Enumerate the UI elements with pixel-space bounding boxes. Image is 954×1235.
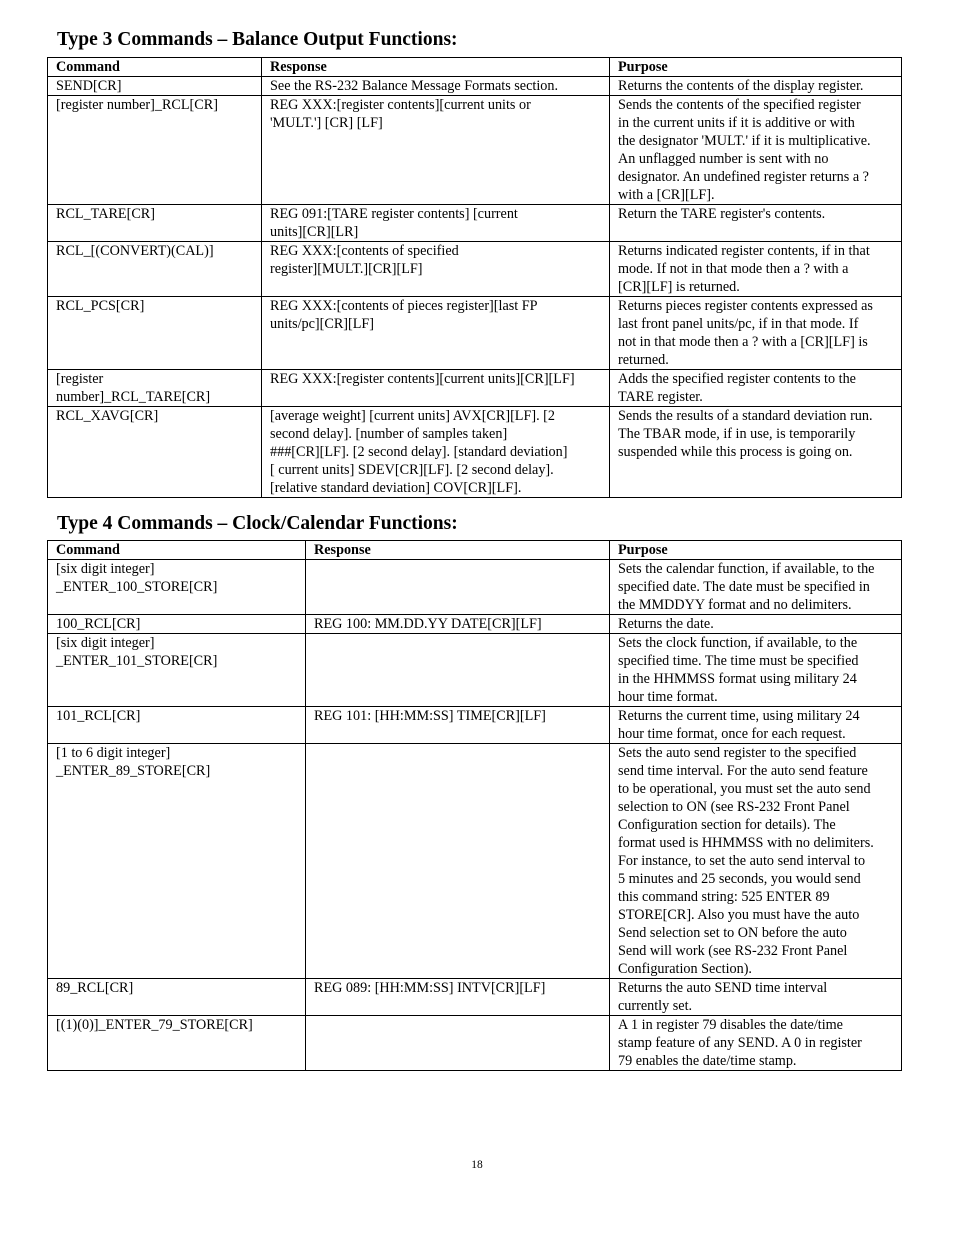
purpose-cell: Sends the results of a standard deviation run. The TBAR mode, if in use, is temporarily suspended while this process is going on. bbox=[610, 407, 902, 498]
response-cell: REG XXX:[contents of pieces register][last FP units/pc][CR][LF] bbox=[262, 297, 610, 370]
response-cell: REG XXX:[register contents][current units or 'MULT.'] [CR] [LF] bbox=[262, 96, 610, 205]
column-header-response: Response bbox=[262, 58, 610, 77]
response-cell: REG 089: [HH:MM:SS] INTV[CR][LF] bbox=[306, 979, 610, 1016]
command-cell: 89_RCL[CR] bbox=[48, 979, 306, 1016]
page-number: 18 bbox=[471, 1159, 483, 1171]
table-row bbox=[48, 1016, 902, 1071]
purpose-cell: Returns the date. bbox=[610, 615, 902, 634]
command-cell: [register number]_RCL_TARE[CR] bbox=[48, 370, 262, 407]
command-cell: [1 to 6 digit integer] _ENTER_89_STORE[CR] bbox=[48, 744, 306, 979]
purpose-cell: Returns pieces register contents expressed as last front panel units/pc, if in that mode. If not in that mode then a ? with a [CR][LF] is returned. bbox=[610, 297, 902, 370]
purpose-cell: A 1 in register 79 disables the date/time stamp feature of any SEND. A 0 in register 79 enables the date/time stamp. bbox=[610, 1016, 902, 1071]
column-header-command: Command bbox=[48, 541, 306, 560]
column-header-response: Response bbox=[306, 541, 610, 560]
response-cell bbox=[306, 560, 610, 615]
response-cell: REG 101: [HH:MM:SS] TIME[CR][LF] bbox=[306, 707, 610, 744]
table-row bbox=[48, 560, 902, 615]
table-row bbox=[48, 96, 902, 205]
type4-commands-table bbox=[47, 540, 902, 1071]
purpose-cell: Sends the contents of the specified register in the current units if it is additive or with the designator 'MULT.' if it is multiplicative. An unflagged number is sent with no designator. An undefined register returns a ? with a [CR][LF]. bbox=[610, 96, 902, 205]
column-header-purpose: Purpose bbox=[610, 541, 902, 560]
response-cell: [average weight] [current units] AVX[CR][LF]. [2 second delay]. [number of samples taken] ###[CR][LF]. [2 second delay]. [standard deviation] [ current units] SDEV[CR][LF]. [2 second delay]. [relative standard deviation] COV[CR][LF]. bbox=[262, 407, 610, 498]
column-header-purpose: Purpose bbox=[610, 58, 902, 77]
purpose-cell: Sets the auto send register to the specified send time interval. For the auto send feature to be operational, you must set the auto send selection to ON (see RS-232 Front Panel Configuration section for details). The format used is HHMMSS with no delimiters. For instance, to set the auto send interval to 5 minutes and 25 seconds, you would send this command string: 525 ENTER 89 STORE[CR]. Also you must have the auto Send selection set to ON before the auto Send will work (see RS-232 Front Panel Configuration Section). bbox=[610, 744, 902, 979]
table-row bbox=[48, 370, 902, 407]
command-cell: [six digit integer] _ENTER_101_STORE[CR] bbox=[48, 634, 306, 707]
purpose-cell: Sets the clock function, if available, to the specified time. The time must be specified in the HHMMSS format using military 24 hour time format. bbox=[610, 634, 902, 707]
response-cell bbox=[306, 1016, 610, 1071]
command-cell: [register number]_RCL[CR] bbox=[48, 96, 262, 205]
table-row bbox=[48, 979, 902, 1016]
response-cell: REG XXX:[register contents][current units][CR][LF] bbox=[262, 370, 610, 407]
table-row bbox=[48, 634, 902, 707]
command-cell: [six digit integer] _ENTER_100_STORE[CR] bbox=[48, 560, 306, 615]
command-cell: RCL_TARE[CR] bbox=[48, 205, 262, 242]
purpose-cell: Return the TARE register's contents. bbox=[610, 205, 902, 242]
type4-section-title: Type 4 Commands – Clock/Calendar Functions: bbox=[57, 513, 458, 534]
purpose-cell: Returns the auto SEND time interval currently set. bbox=[610, 979, 902, 1016]
response-cell: See the RS-232 Balance Message Formats section. bbox=[262, 77, 610, 96]
table-header-row bbox=[48, 58, 902, 77]
purpose-cell: Adds the specified register contents to the TARE register. bbox=[610, 370, 902, 407]
type3-section-title: Type 3 Commands – Balance Output Functions: bbox=[57, 29, 458, 50]
response-cell bbox=[306, 744, 610, 979]
purpose-cell: Sets the calendar function, if available, to the specified date. The date must be specified in the MMDDYY format and no delimiters. bbox=[610, 560, 902, 615]
purpose-cell: Returns indicated register contents, if in that mode. If not in that mode then a ? with a [CR][LF] is returned. bbox=[610, 242, 902, 297]
command-cell: SEND[CR] bbox=[48, 77, 262, 96]
table-row bbox=[48, 407, 902, 498]
command-cell: 101_RCL[CR] bbox=[48, 707, 306, 744]
response-cell: REG XXX:[contents of specified register][MULT.][CR][LF] bbox=[262, 242, 610, 297]
table-row bbox=[48, 242, 902, 297]
response-cell: REG 100: MM.DD.YY DATE[CR][LF] bbox=[306, 615, 610, 634]
table-header-row bbox=[48, 541, 902, 560]
command-cell: [(1)(0)]_ENTER_79_STORE[CR] bbox=[48, 1016, 306, 1071]
table-row bbox=[48, 205, 902, 242]
command-cell: RCL_PCS[CR] bbox=[48, 297, 262, 370]
table-row bbox=[48, 297, 902, 370]
command-cell: 100_RCL[CR] bbox=[48, 615, 306, 634]
command-cell: RCL_[(CONVERT)(CAL)] bbox=[48, 242, 262, 297]
command-cell: RCL_XAVG[CR] bbox=[48, 407, 262, 498]
table-row bbox=[48, 77, 902, 96]
column-header-command: Command bbox=[48, 58, 262, 77]
table-row bbox=[48, 615, 902, 634]
response-cell: REG 091:[TARE register contents] [current units][CR][LR] bbox=[262, 205, 610, 242]
response-cell bbox=[306, 634, 610, 707]
table-row bbox=[48, 707, 902, 744]
type3-commands-table bbox=[47, 57, 902, 498]
table-row bbox=[48, 744, 902, 979]
purpose-cell: Returns the contents of the display register. bbox=[610, 77, 902, 96]
purpose-cell: Returns the current time, using military 24 hour time format, once for each request. bbox=[610, 707, 902, 744]
